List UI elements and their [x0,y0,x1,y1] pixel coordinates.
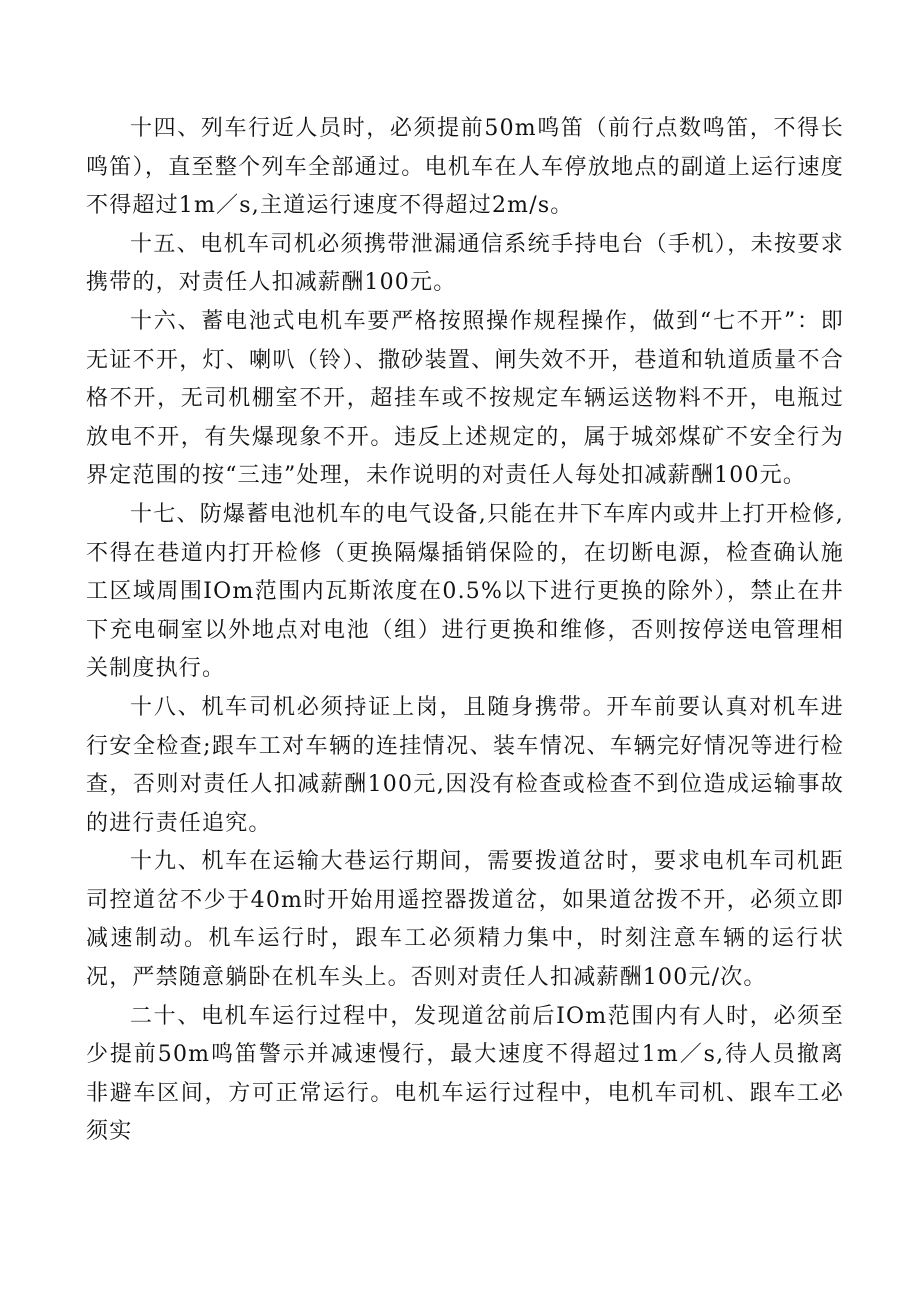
paragraph-19: 十九、机车在运输大巷运行期间，需要拨道岔时，要求电机车司机距司控道岔不少于40m时开始用遥控器拨道岔，如果道岔拨不开，必须立即减速制动。机车运行时，跟车工必须精力集中，时刻注意车辆的运行状况，严禁随意躺卧在机车头上。否则对责任人扣减薪酬100元/次。 [86,849,844,991]
paragraph-16: 十六、蓄电池式电机车要严格按照操作规程操作，做到“七不开”：即无证不开，灯、喇叭（铃）、撒砂装置、闸失效不开，巷道和轨道质量不合格不开，无司机棚室不开，超挂车或不按规定车辆运送物料不开，电瓶过放电不开，有失爆现象不开。违反上述规定的，属于城郊煤矿不安全行为界定范围的按“三违”处理，未作说明的对责任人每处扣减薪酬100元。 [86,308,844,489]
paragraph-17: 十七、防爆蓄电池机车的电气设备,只能在井下车库内或井上打开检修,不得在巷道内打开检修（更换隔爆插销保险的，在切断电源，检查确认施工区域周围IOm范围内瓦斯浓度在0.5%以下进行更换的除外），禁止在井下充电硐室以外地点对电池（组）进行更换和维修，否则按停送电管理相关制度执行。 [86,501,844,682]
paragraph-20: 二十、电机车运行过程中，发现道岔前后IOm范围内有人时，必须至少提前50m鸣笛警示并减速慢行，最大速度不得超过1m／s,待人员撤离非避车区间，方可正常运行。电机车运行过程中，电机车司机、跟车工必须实 [86,1003,844,1145]
paragraph-15: 十五、电机车司机必须携带泄漏通信系统手持电台（手机），未按要求携带的，对责任人扣减薪酬100元。 [86,231,844,296]
paragraph-18: 十八、机车司机必须持证上岗，且随身携带。开车前要认真对机车进行安全检查;跟车工对车辆的连挂情况、装车情况、车辆完好情况等进行检查，否则对责任人扣减薪酬100元,因没有检查或检查不到位造成运输事故的进行责任追究。 [86,694,844,836]
paragraph-14: 十四、列车行近人员时，必须提前50m鸣笛（前行点数鸣笛，不得长鸣笛），直至整个列车全部通过。电机车在人车停放地点的副道上运行速度不得超过1m／s,主道运行速度不得超过2m/s。 [86,116,844,219]
